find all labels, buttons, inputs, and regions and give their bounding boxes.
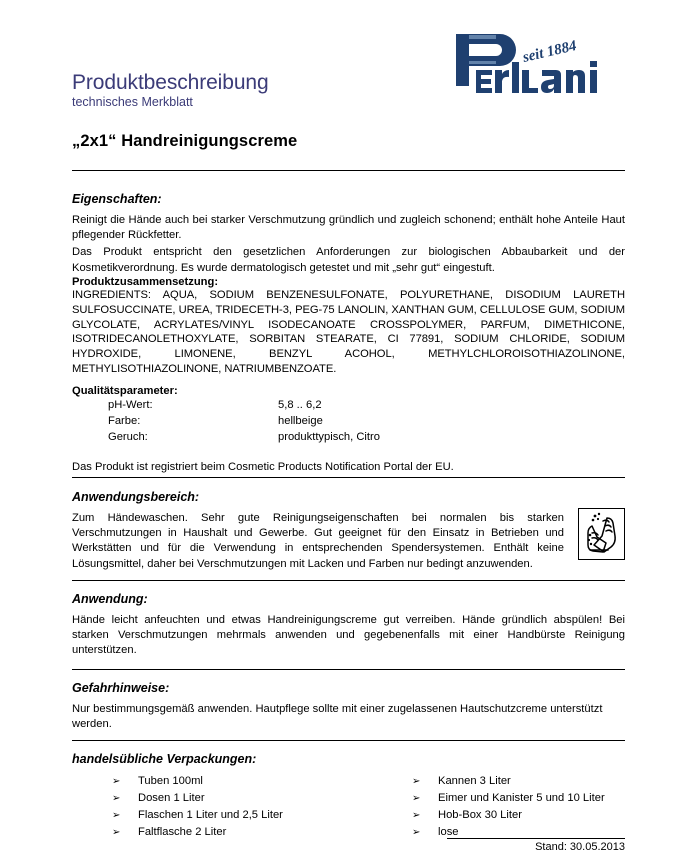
section-heading-zusammensetzung: Produktzusammensetzung: [72, 276, 219, 288]
param-value: 5,8 .. 6,2 [278, 399, 322, 411]
anwendung-text: Hände leicht anfeuchten und etwas Handreinigungscreme gut verreiben. Hände gründlich abspülen! Bei starken Verschmutzungen mehrmals anwenden und gegebenenfalls mit einer Handbürste Reinigung unterstützen. [72, 614, 625, 657]
arrow-bullet-icon: ➢ [112, 776, 121, 787]
eigenschaften-paragraph-1: Reinigt die Hände auch bei starker Verschmutzung gründlich und zugleich schonend; enthält hohe Anteile Haut pflegender Rückfetter. [72, 214, 625, 242]
param-key: Geruch: [108, 430, 148, 443]
arrow-bullet-icon: ➢ [412, 827, 421, 839]
section-heading-anwendung: Anwendung: [72, 592, 148, 606]
param-value: produkttypisch, Citro [278, 430, 380, 443]
list-item-label: Faltflasche 2 Liter [138, 826, 227, 839]
list-item-label: Dosen 1 Liter [138, 792, 205, 805]
param-value: hellbeige [278, 414, 323, 427]
list-item [112, 824, 412, 841]
section-gefahrhinweise [72, 681, 625, 732]
eigenschaften-paragraph-2: Das Produkt entspricht den gesetzlichen Anforderungen zur biologischen Abbaubarkeit und der Kosmetikverordnung. Es wurde dermatologisch getestet und mit „sehr gut“ eingestuft. [72, 246, 625, 274]
table-row [72, 414, 518, 430]
section-verpackungen [72, 752, 625, 847]
packaging-columns [72, 773, 625, 847]
section-heading-verpackungen: handelsübliche Verpackungen: [72, 752, 257, 766]
quality-parameters-table [72, 398, 518, 446]
table-row [72, 430, 518, 446]
ingredients-list: INGREDIENTS: AQUA, SODIUM BENZENESULFONATE, POLYURETHANE, DISODIUM LAURETH SULFOSUCCINATE, UREA, TRIDECETH-3, PEG-75 LANOLIN, XANTHAN GUM, CELLULOSE GUM, SODIUM GLYCOLATE, ACRYLATES/VINYL ISODECANOATE CROSSPOLYMER, PARFUM, DIMETHICONE, ISOTRIDECANOLETHOXYLATE, SORBITAN STEARATE, CI 77891, SODIUM CHLORIDE, SODIUM HYDROXIDE, LIMONENE, BENZYL ACOHOL, METHYLCHLOROISOTHIAZOLINONE, METHYLISOTHIAZOLINONE, NATRIUMBENZOATE. [72, 289, 625, 375]
divider-before-anwendung [72, 580, 625, 581]
list-item [412, 790, 672, 807]
param-key: pH-Wert: [108, 399, 153, 411]
arrow-bullet-icon: ➢ [412, 776, 421, 787]
list-item-label: Kannen 3 Liter [438, 775, 511, 787]
arrow-bullet-icon: ➢ [112, 827, 121, 839]
section-eigenschaften [72, 192, 625, 276]
anwendungsbereich-text: Zum Händewaschen. Sehr gute Reinigungseigenschaften bei normalen bis starken Verschmutzungen in Haushalt und Gewerbe. Gut geeignet für den Einsatz in Betrieben und Werkstätten und für die Verwendung in entsprechenden Spendersystemen. Enthält keine Lösungsmittel, daher bei Verschmutzungen mit Lacken und Farben nur bedingt anzuwenden. [72, 512, 564, 570]
list-item [412, 807, 672, 824]
section-anwendung [72, 592, 625, 659]
arrow-bullet-icon: ➢ [112, 793, 121, 805]
arrow-bullet-icon: ➢ [412, 810, 421, 822]
section-produktzusammensetzung [72, 276, 625, 377]
divider-before-anwendungsbereich [72, 477, 625, 478]
hand-washing-icon [578, 508, 625, 560]
list-item-label: Eimer und Kanister 5 und 10 Liter [438, 792, 605, 805]
list-item-label: Tuben 100ml [138, 775, 203, 787]
page-subtitle: technisches Merkblatt [72, 95, 193, 110]
divider-after-title [72, 170, 625, 171]
footer-date: Stand: 30.05.2013 [535, 841, 625, 853]
footer-divider [447, 838, 625, 839]
section-heading-gefahrhinweise: Gefahrhinweise: [72, 681, 170, 695]
section-heading-eigenschaften: Eigenschaften: [72, 192, 162, 206]
list-item [112, 773, 412, 790]
list-item-label: lose [438, 826, 459, 839]
cpnp-registration-note: Das Produkt ist registriert beim Cosmetic Products Notification Portal der EU. [72, 460, 454, 473]
list-item-label: Hob-Box 30 Liter [438, 809, 522, 822]
divider-before-gefahrhinweise [72, 669, 625, 670]
perladin-logo [450, 28, 625, 103]
list-item [112, 807, 412, 824]
section-anwendungsbereich [72, 490, 625, 576]
divider-before-verpackungen [72, 740, 625, 741]
arrow-bullet-icon: ➢ [112, 810, 121, 822]
document-header [72, 28, 625, 158]
packaging-column-left [112, 773, 412, 841]
packaging-column-right [412, 773, 672, 841]
param-key: Farbe: [108, 414, 141, 427]
table-row [72, 398, 518, 414]
list-item [412, 773, 672, 790]
list-item-label: Flaschen 1 Liter und 2,5 Liter [138, 809, 283, 822]
section-qualitaetsparameter [72, 385, 625, 475]
gefahrhinweise-text: Nur bestimmungsgemäß anwenden. Hautpflege sollte mit einer zugelassenen Hautschutzcreme unterstützt werden. [72, 703, 603, 731]
page-title: Produktbeschreibung [72, 71, 269, 94]
product-title: „2x1“ Handreinigungscreme [72, 131, 298, 150]
section-heading-qualitaetsparameter: Qualitätsparameter: [72, 385, 178, 397]
section-heading-anwendungsbereich: Anwendungsbereich: [72, 490, 200, 504]
logo-tagline: seit 1884 [521, 38, 579, 66]
arrow-bullet-icon: ➢ [412, 793, 421, 805]
list-item [112, 790, 412, 807]
